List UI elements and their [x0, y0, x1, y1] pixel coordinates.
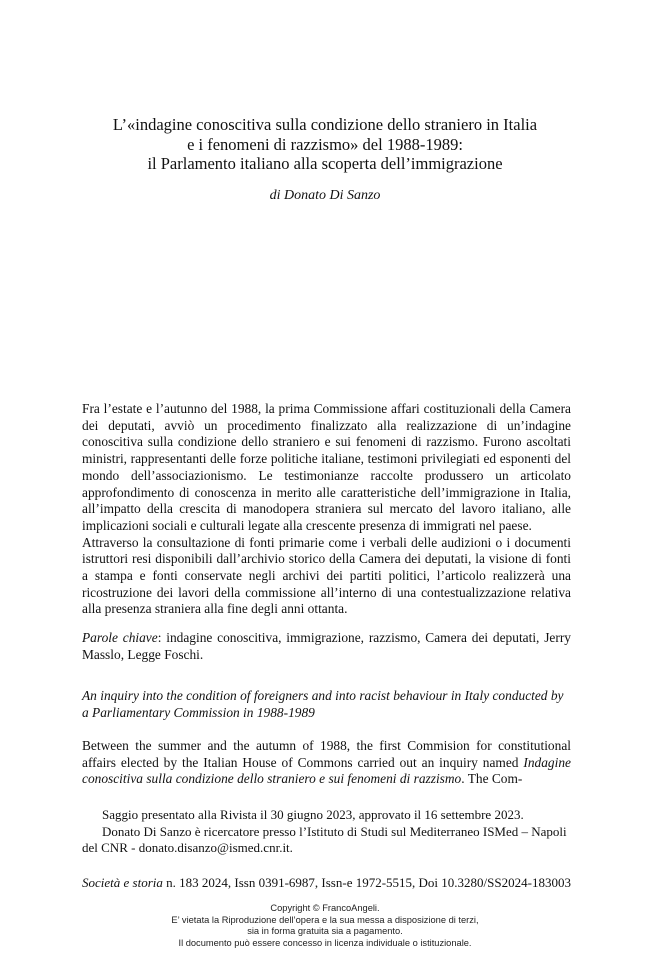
abstract-paragraph-2: Attraverso la consultazione di fonti primarie come i verbali delle audizioni o i documenti istruttori resi disponibili dall’archivio storico della Camera dei deputati, la visione di fonti a stampa e fonti conservate negli archivi dei partiti politici, l’articolo realizzerà una ricostruzione dei lavori della commissione all’interno di una contestualizzazione relativa alla presenza straniera alla fine degli anni ottanta. [82, 534, 571, 617]
journal-citation [82, 875, 571, 892]
abstract-english-italic: Indagine conoscitiva sulla condizione dello straniero e sui fenomeni di razzismo [82, 754, 571, 787]
article-title [60, 115, 590, 174]
title-line-2: e i fenomeni di razzismo» del 1988-1989: [187, 134, 463, 154]
abstract-italian [82, 401, 571, 618]
abstract-english: Between the summer and the autumn of 1988, the first Commision for constitutional affairs elected by the Italian House of Commons carried out an inquiry named Indagine conoscitiva sulla condizione dello straniero e sui fenomeni di razzismo. The Com- [82, 738, 571, 787]
title-line-1: L’«indagine conoscitiva sulla condizione dello straniero in Italia [112, 115, 538, 134]
abstract-paragraph-1: Fra l’estate e l’autunno del 1988, la prima Commissione affari costituzionali della Camera dei deputati, avviò un procedimento finalizzato alla realizzazione di un’indagine conoscitiva sulla condizione dello straniero e sui fenomeni di razzismo. Furono ascoltati ministri, rappresentanti delle forze politiche italiane, testimoni privilegiati ed esponenti del mondo dell’associazionismo. Le testimonianze raccolte produssero un articolato approfondimento di conoscenza in merito alle caratteristiche dell’immigrazione in Italia, all’impatto della crescita di manodopera straniera sul mercato del lavoro italiano, alle implicazioni sociali e culturali legate alla crescente presenza di immigrati nel paese. [82, 401, 571, 533]
article-author: di Donato Di Sanzo [269, 188, 381, 203]
author-affiliation-note: Donato Di Sanzo è ricercatore presso l’Istituto di Studi sul Mediterraneo ISMed – Napoli del CNR - donato.disanzo@ismed.cnr.it. [82, 823, 567, 855]
title-line-3: il Parlamento italiano alla scoperta dell’immigrazione [147, 154, 503, 173]
citation-details: n. 183 2024, Issn 0391-6987, Issn-e 1972-5515, Doi 10.3280/SS2024-183003 [162, 875, 571, 890]
footnotes [82, 807, 571, 857]
keywords-label: Parole chiave [82, 630, 158, 645]
keywords [82, 630, 571, 663]
copyright-notice: Copyright © FrancoAngeli. E’ vietata la Riproduzione dell’opera e la sua messa a disposizione di terzi, sia in forma gratuita sia a pagamento. Il documento può essere concesso in licenza individuale o istituzionale. [171, 903, 479, 948]
keywords-text: : indagine conoscitiva, immigrazione, razzismo, Camera dei deputati, Jerry Masslo, Legge Foschi. [82, 630, 571, 662]
submission-note: Saggio presentato alla Rivista il 30 giugno 2023, approvato il 16 settembre 2023. [102, 807, 524, 822]
journal-name: Società e storia [82, 875, 163, 890]
english-title: An inquiry into the condition of foreigners and into racist behaviour in Italy conducted by a Parliamentary Commission in 1988-1989 [82, 688, 564, 720]
